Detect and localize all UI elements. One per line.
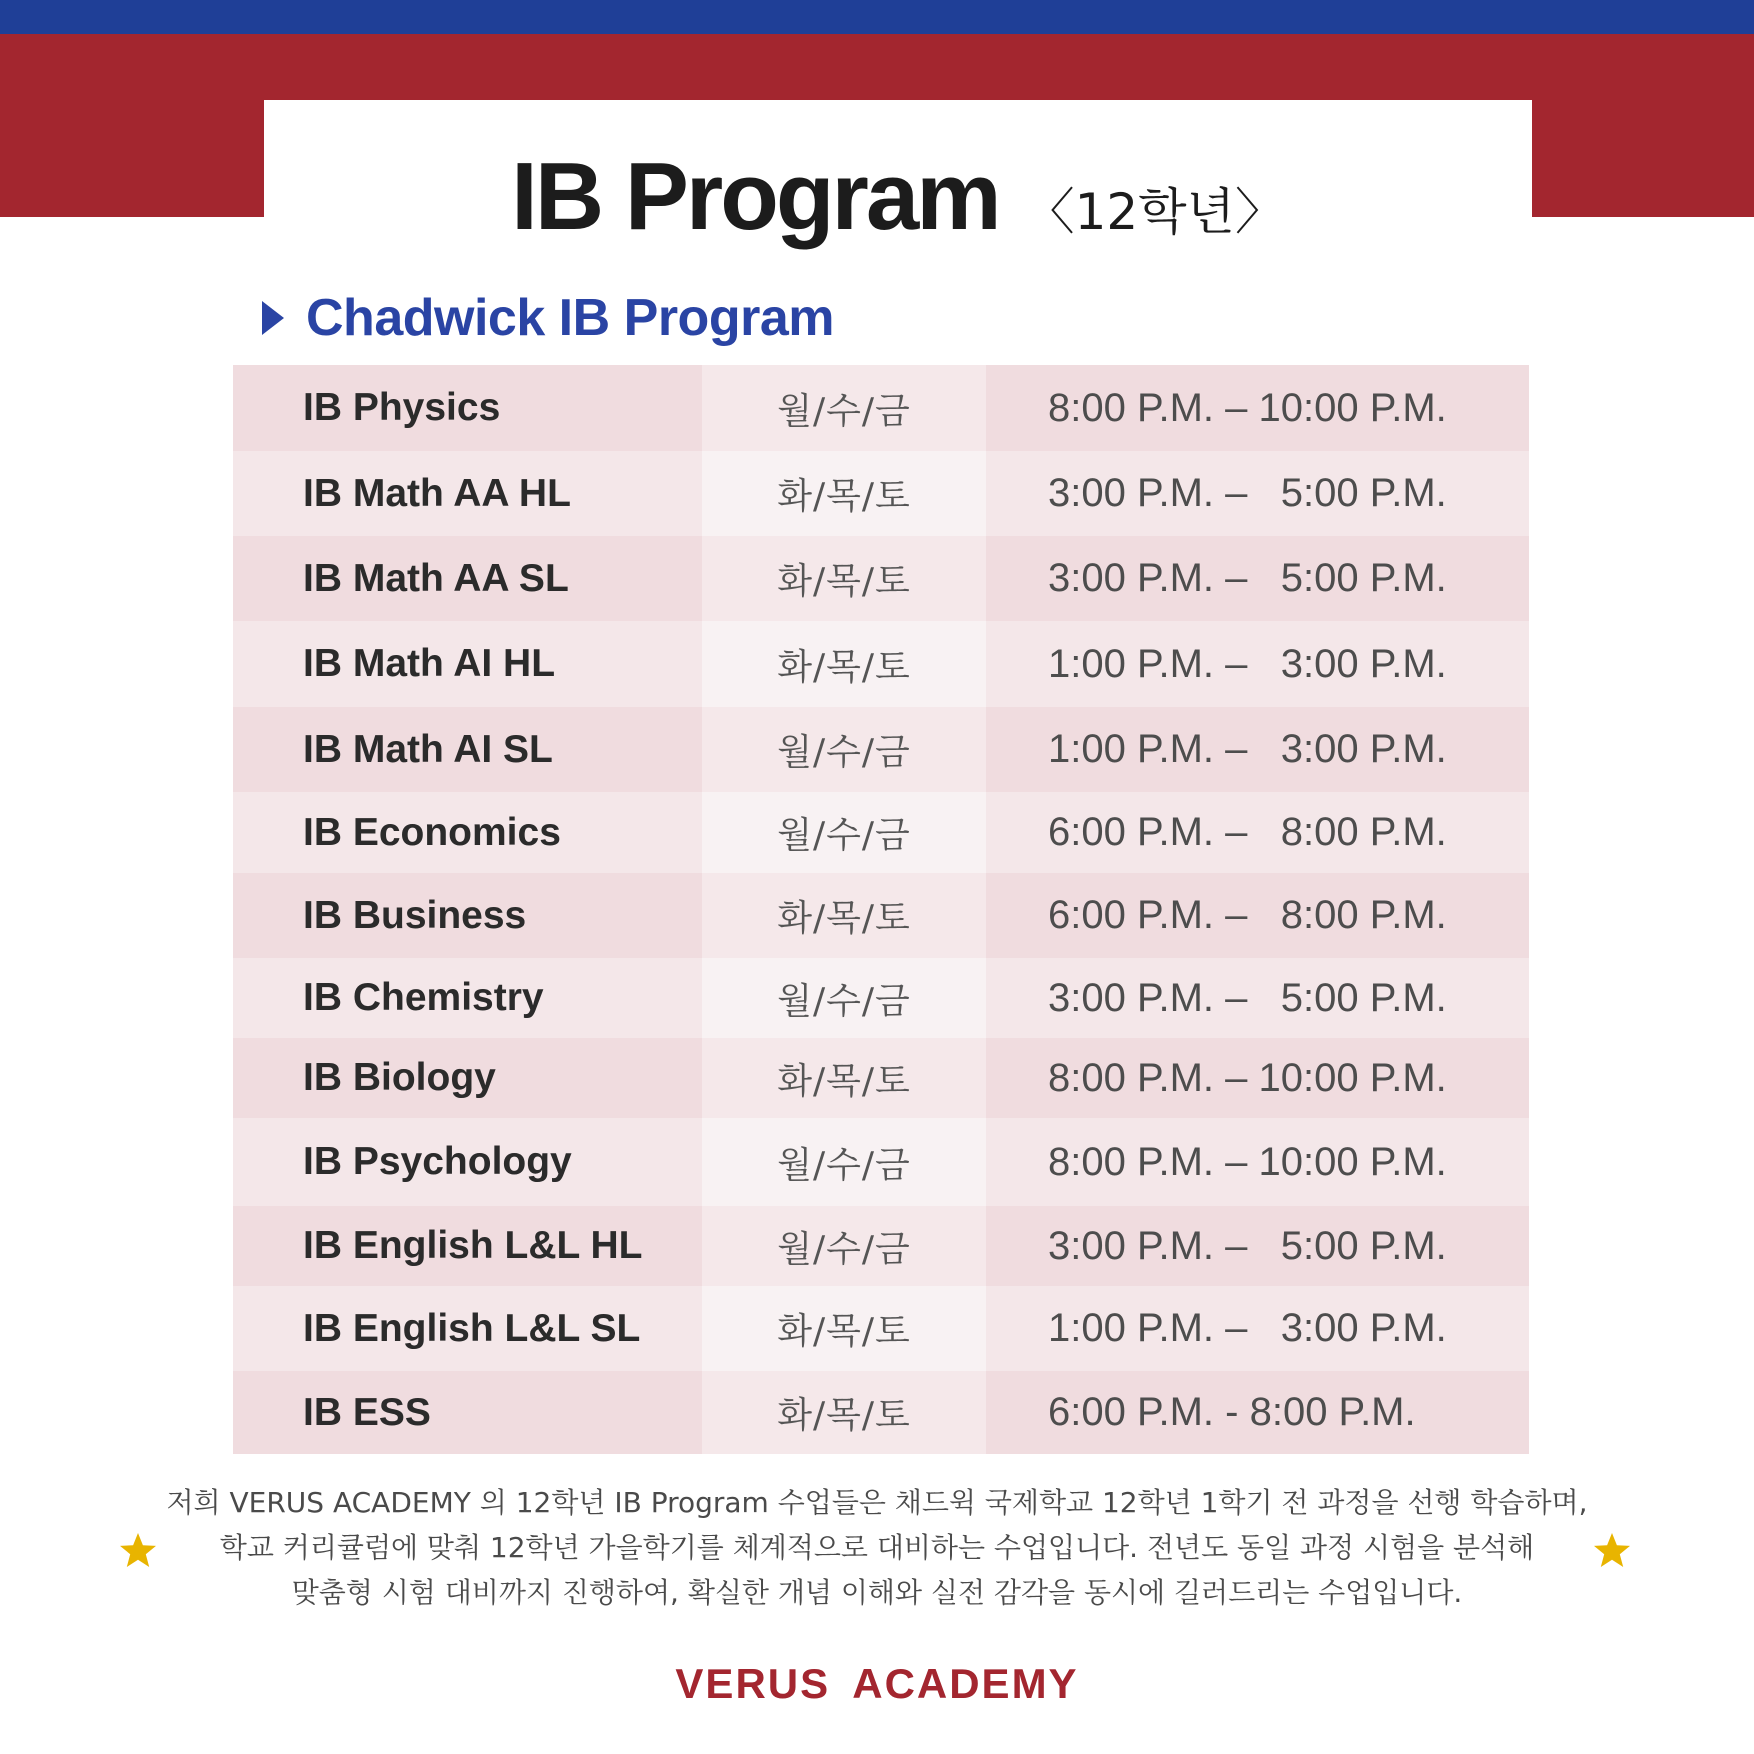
table-row — [233, 707, 1529, 792]
table-row — [233, 1118, 1529, 1206]
table-row — [233, 873, 1529, 958]
note-line: 저희 VERUS ACADEMY 의 12학년 IB Program 수업들은 채드윅 국제학교 12학년 1학기 전 과정을 선행 학습하며, — [166, 1486, 1588, 1519]
class-days: 월/수/금 — [702, 365, 986, 451]
table-row — [233, 958, 1529, 1038]
class-time: 6:00 P.M. – 8:00 P.M. — [986, 873, 1529, 958]
class-days: 월/수/금 — [702, 1206, 986, 1286]
course-name: IB Math AI SL — [233, 707, 702, 792]
section-heading — [262, 288, 834, 348]
class-days: 화/목/토 — [702, 873, 986, 958]
class-days: 월/수/금 — [702, 1118, 986, 1206]
class-time: 1:00 P.M. – 3:00 P.M. — [986, 1286, 1529, 1371]
course-name: IB Math AA SL — [233, 536, 702, 621]
table-row — [233, 1038, 1529, 1118]
class-time: 1:00 P.M. – 3:00 P.M. — [986, 621, 1529, 707]
class-time: 3:00 P.M. – 5:00 P.M. — [986, 536, 1529, 621]
class-days: 화/목/토 — [702, 1371, 986, 1454]
course-name: IB English L&L SL — [233, 1286, 702, 1371]
class-time: 3:00 P.M. – 5:00 P.M. — [986, 451, 1529, 536]
title-card — [264, 100, 1532, 260]
page-title-main: IB Program — [511, 143, 999, 250]
course-name: IB Chemistry — [233, 958, 702, 1038]
course-name: IB English L&L HL — [233, 1206, 702, 1286]
class-days: 화/목/토 — [702, 1286, 986, 1371]
course-name: IB Psychology — [233, 1118, 702, 1206]
note-line: 맞춤형 시험 대비까지 진행하여, 확실한 개념 이해와 실전 감각을 동시에 길러드리는 수업입니다. — [291, 1576, 1463, 1609]
course-name: IB Economics — [233, 792, 702, 873]
page-title-grade: 〈12학년〉 — [1024, 183, 1285, 241]
course-name: IB Biology — [233, 1038, 702, 1118]
top-blue-band — [0, 0, 1754, 34]
class-time: 3:00 P.M. – 5:00 P.M. — [986, 958, 1529, 1038]
table-row — [233, 1206, 1529, 1286]
course-name: IB Business — [233, 873, 702, 958]
description-note — [150, 1480, 1604, 1615]
class-time: 3:00 P.M. – 5:00 P.M. — [986, 1206, 1529, 1286]
table-row — [233, 365, 1529, 451]
class-days: 월/수/금 — [702, 707, 986, 792]
class-days: 화/목/토 — [702, 451, 986, 536]
table-row — [233, 1286, 1529, 1371]
class-time: 8:00 P.M. – 10:00 P.M. — [986, 1038, 1529, 1118]
brand-footer: VERUS ACADEMY — [675, 1660, 1079, 1707]
class-days: 월/수/금 — [702, 792, 986, 873]
triangle-right-icon — [262, 301, 284, 335]
table-row — [233, 621, 1529, 707]
class-time: 8:00 P.M. – 10:00 P.M. — [986, 365, 1529, 451]
table-row — [233, 451, 1529, 536]
note-line: 학교 커리큘럼에 맞춰 12학년 가을학기를 체계적으로 대비하는 수업입니다. 전년도 동일 과정 시험을 분석해 — [219, 1531, 1535, 1564]
class-days: 화/목/토 — [702, 621, 986, 707]
course-name: IB ESS — [233, 1371, 702, 1454]
class-time: 1:00 P.M. – 3:00 P.M. — [986, 707, 1529, 792]
course-name: IB Math AI HL — [233, 621, 702, 707]
class-days: 화/목/토 — [702, 536, 986, 621]
table-row — [233, 1371, 1529, 1454]
course-name: IB Math AA HL — [233, 451, 702, 536]
star-icon — [1592, 1530, 1632, 1570]
section-title: Chadwick IB Program — [306, 289, 834, 347]
table-row — [233, 536, 1529, 621]
class-time: 8:00 P.M. – 10:00 P.M. — [986, 1118, 1529, 1206]
schedule-table — [233, 365, 1529, 1454]
class-time: 6:00 P.M. – 8:00 P.M. — [986, 792, 1529, 873]
class-days: 화/목/토 — [702, 1038, 986, 1118]
course-name: IB Physics — [233, 365, 702, 451]
page-title — [264, 142, 1532, 252]
class-days: 월/수/금 — [702, 958, 986, 1038]
class-time: 6:00 P.M. - 8:00 P.M. — [986, 1371, 1529, 1454]
table-row — [233, 792, 1529, 873]
